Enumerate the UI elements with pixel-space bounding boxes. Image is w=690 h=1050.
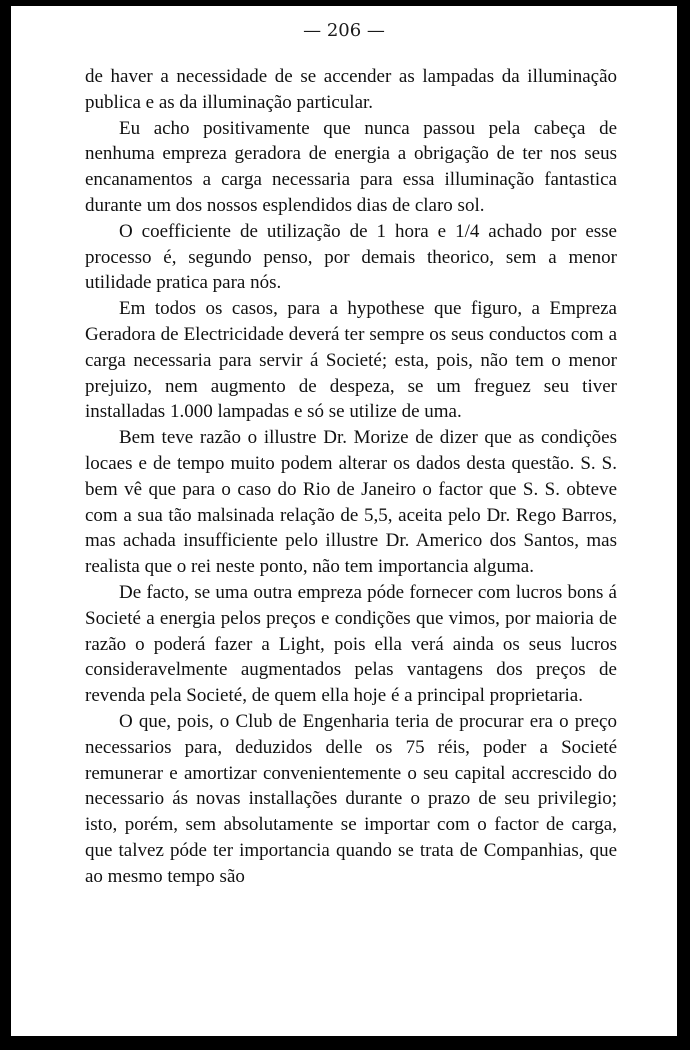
paragraph: O que, pois, o Club de Engenharia teria de procurar era o preço necessarios para, deduzidos delle os 75 réis, poder a Societé remunerar e amortizar convenientemente o seu capital accrescido do necessario ás novas installações durante o prazo de seu privilegio; isto, porém, sem absolutamente se importar com o factor de carga, que talvez póde ter importancia quando se trata de Companhias, que ao mesmo tempo são	[85, 710, 617, 887]
paragraph: Bem teve razão o illustre Dr. Morize de dizer que as condições locaes e de tempo muito podem alterar os dados desta questão. S. S. bem vê que para o caso do Rio de Janeiro o factor que S. S. obteve com a sua tão malsinada relação de 5,5, aceita pelo Dr. Rego Barros, mas achada insufficiente pelo illustre Dr. Americo dos Santos, mas realista que o rei neste ponto, não tem importancia alguma.	[85, 427, 617, 578]
paragraph: De facto, se uma outra empreza póde fornecer com lucros bons á Societé a energia pelos preços e condições que vimos, por maioria de razão o poderá fazer a Light, pois ella verá ainda os seus lucros consideravelmente augmentados pelas vantagens dos preços de revenda pela Societé, de quem ella hoje é a principal proprietaria.	[85, 581, 617, 707]
paragraph: Eu acho positivamente que nunca passou pela cabeça de nenhuma empreza geradora de energia a obrigação de ter nos seus encanamentos a carga necessaria para essa illuminação fantastica durante um dos nossos esplendidos dias de claro sol.	[85, 117, 617, 216]
document-page	[11, 6, 677, 1036]
page-number: — 206 —	[303, 20, 385, 41]
body-text	[85, 64, 617, 890]
paragraph: Em todos os casos, para a hypothese que figuro, a Empreza Geradora de Electricidade deverá ter sempre os seus conductos com a carga necessaria para servir á Societé; esta, pois, não tem o menor prejuizo, nem augmento de despeza, se um freguez seu tiver installadas 1.000 lampadas e só se utilize de uma.	[85, 298, 617, 423]
paragraph: O coefficiente de utilização de 1 hora e 1/4 achado por esse processo é, segundo penso, por demais theorico, sem a menor utilidade pratica para nós.	[85, 220, 617, 294]
paragraph-continuation: de haver a necessidade de se accender as lampadas da illuminação publica e as da illuminação particular.	[85, 66, 617, 113]
